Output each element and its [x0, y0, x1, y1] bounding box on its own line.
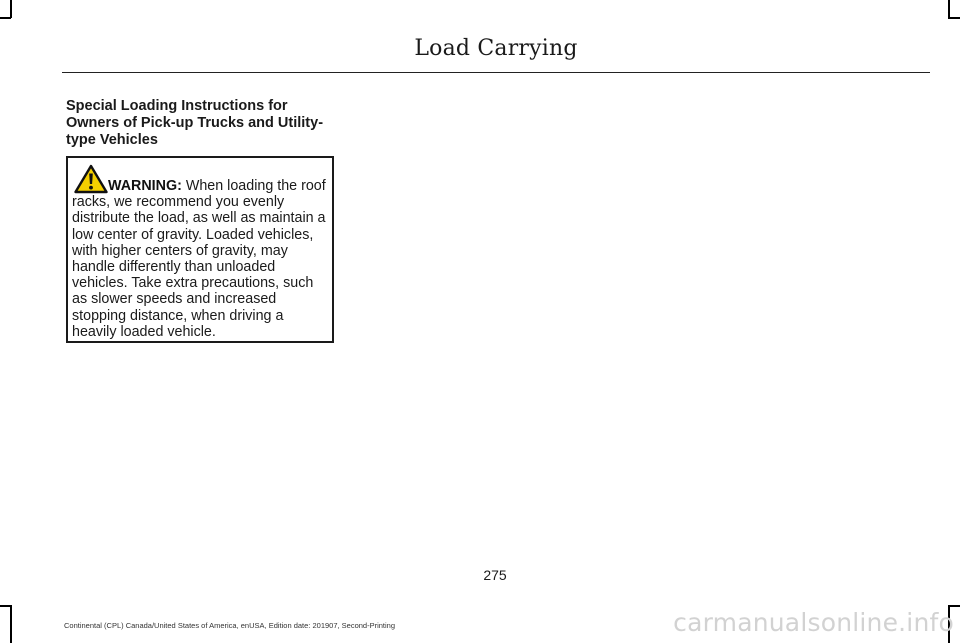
page-number: 275	[483, 567, 507, 583]
crop-mark-bottom-left-horizontal	[0, 605, 11, 607]
page-title: Load Carrying	[414, 36, 578, 61]
warning-text	[72, 178, 330, 340]
warning-body: When loading the roof racks, we recommend you evenly distribute the load, as well as maintain a low center of gravity. Loaded vehicles, with higher centers of gravity, may handle differently than unloaded vehicles. Take extra precautions, such as slower speeds and increased stopping distance, when driving a heavily loaded vehicle.	[72, 178, 326, 340]
warning-box	[66, 156, 334, 343]
warning-label: WARNING:	[108, 178, 182, 194]
footer-edition-text: Continental (CPL) Canada/United States of America, enUSA, Edition date: 201907, Second-Printing	[64, 621, 396, 630]
crop-mark-top-right-vertical	[948, 0, 950, 18]
watermark: carmanualsonline.info	[673, 608, 954, 637]
crop-mark-bottom-right-horizontal	[948, 605, 960, 607]
section-heading: Special Loading Instructions for Owners of Pick-up Trucks and Utility-type Vehicles	[66, 98, 324, 148]
crop-mark-top-left-vertical	[10, 0, 12, 18]
page-header	[62, 36, 930, 73]
crop-mark-bottom-left-vertical	[10, 605, 12, 643]
crop-mark-top-left-horizontal	[0, 17, 11, 19]
crop-mark-top-right-horizontal	[948, 17, 960, 19]
